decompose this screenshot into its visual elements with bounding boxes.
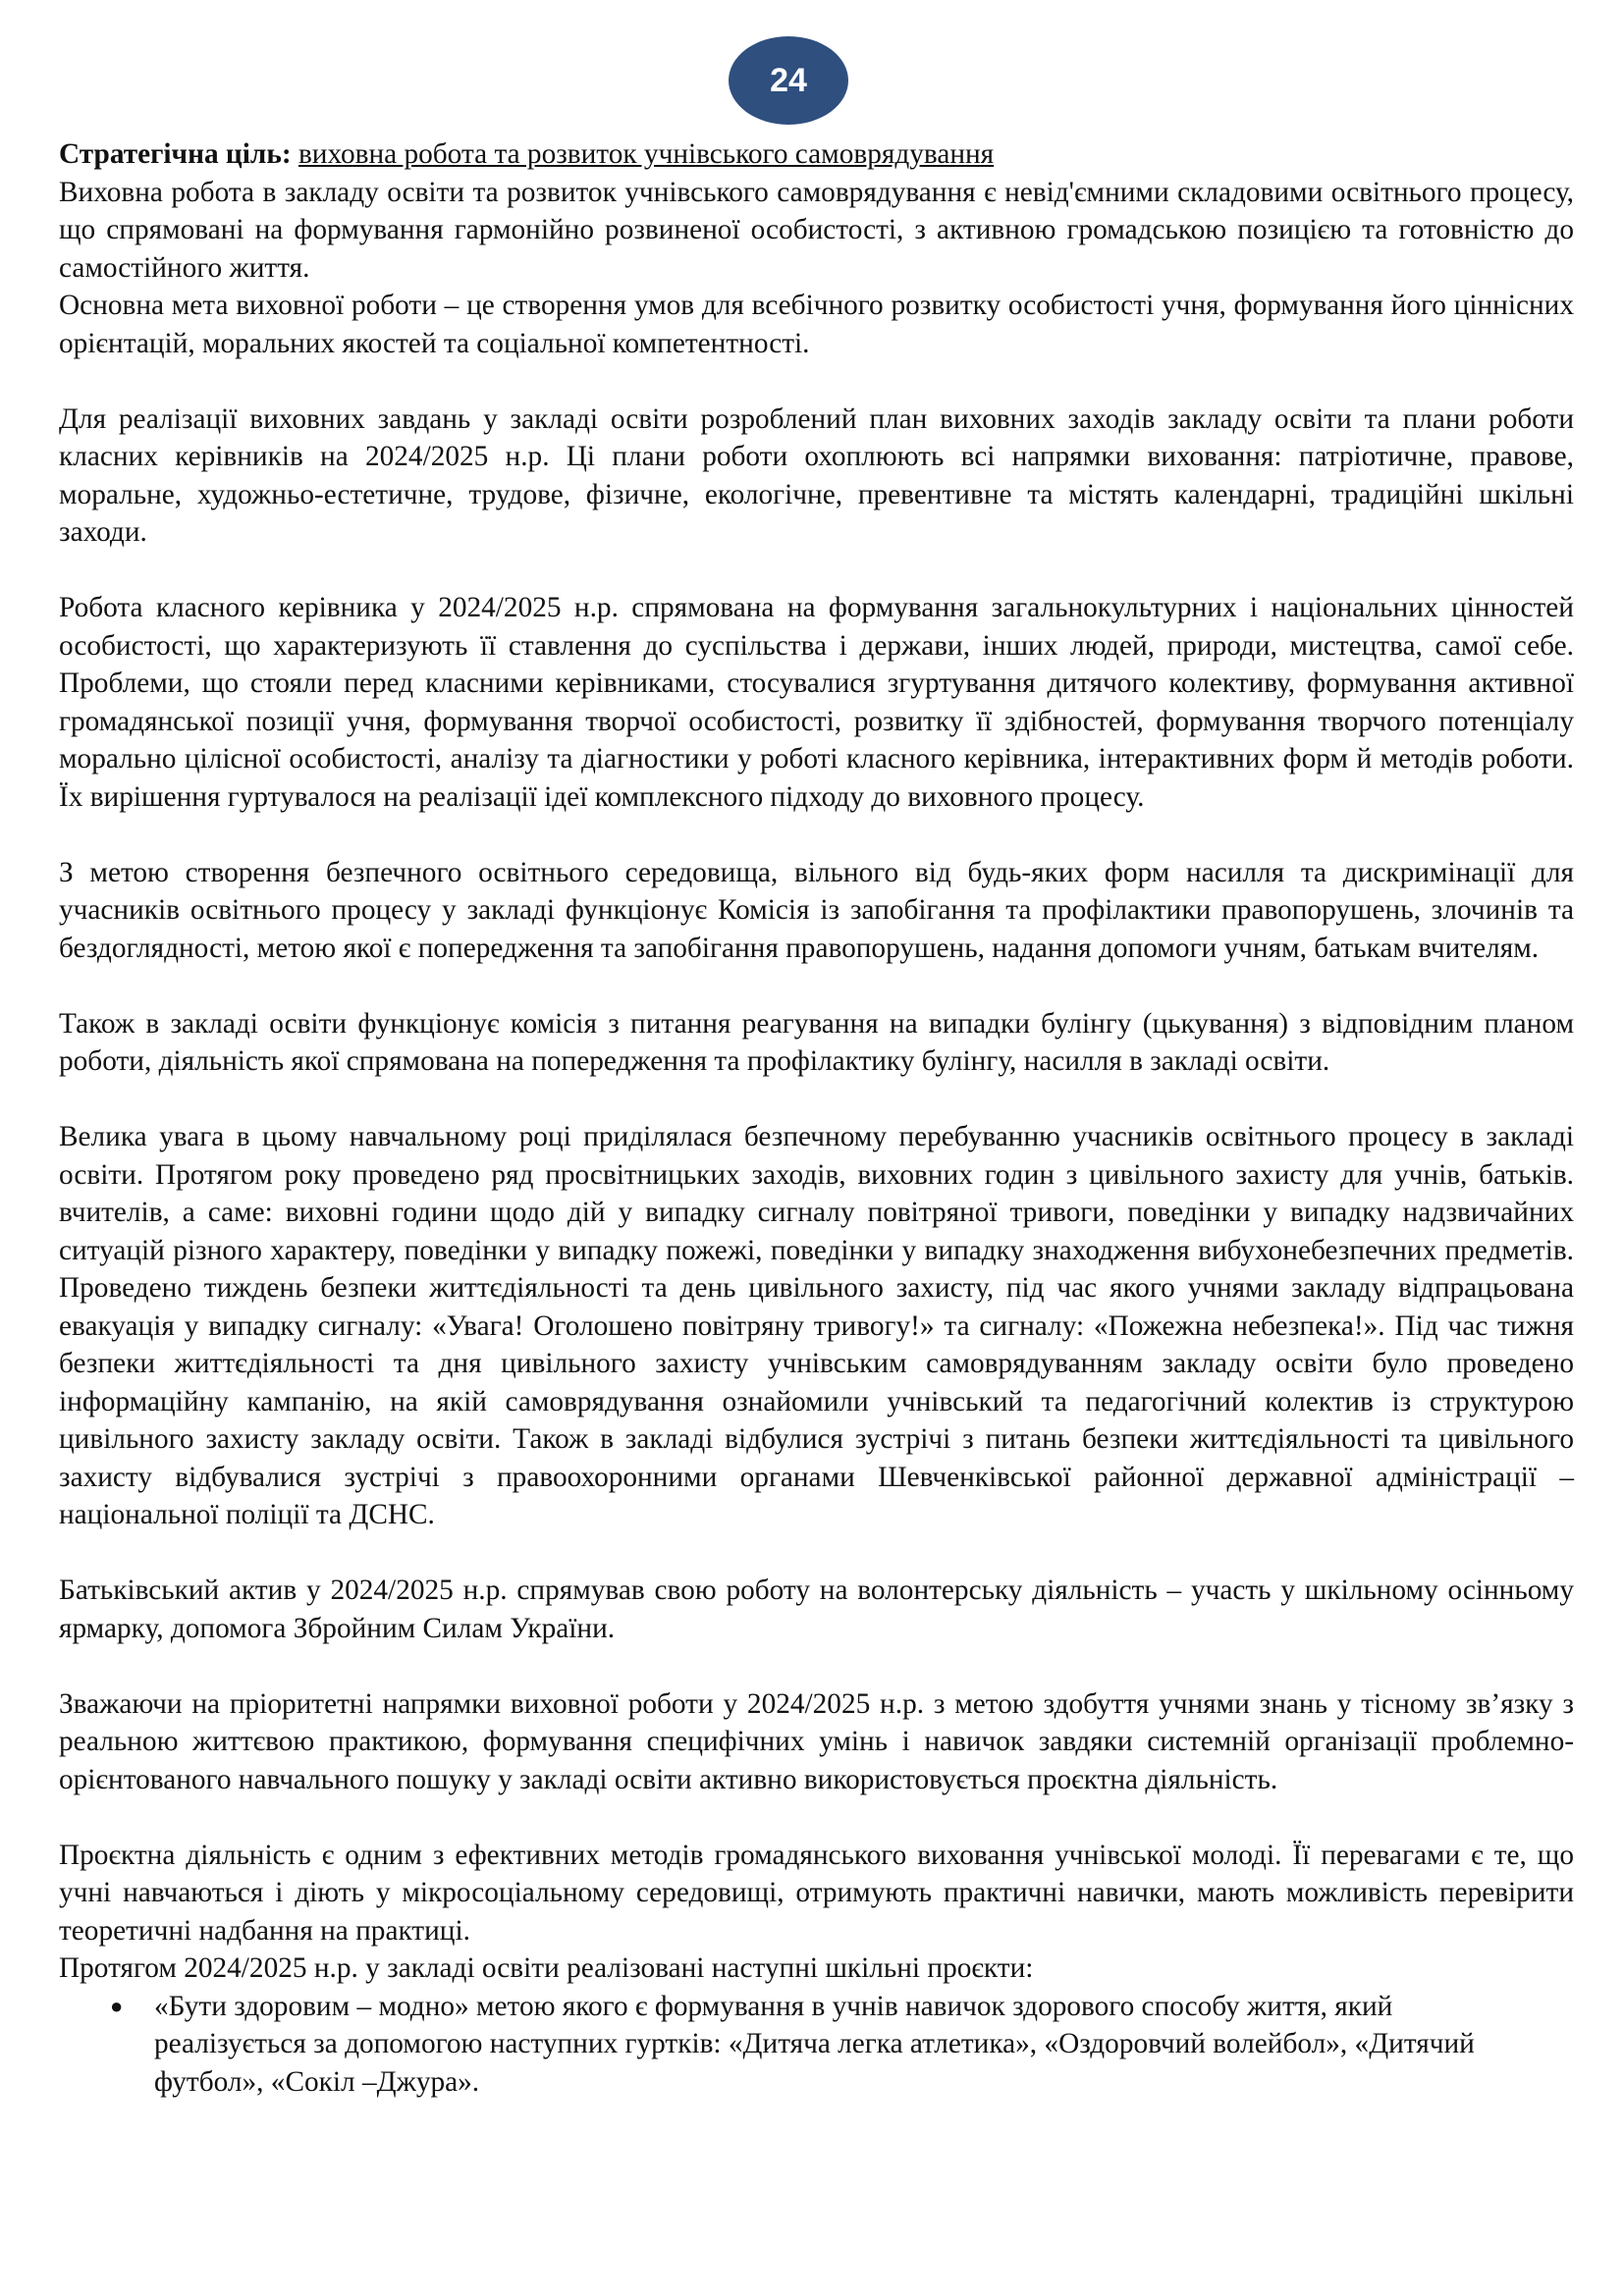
paragraph-4: Робота класного керівника у 2024/2025 н.р. спрямована на формування загальнокультурних і національних цінностей особистості, що характеризують її ставлення до суспільства і держави, інших людей, природи, мистецтва, самої себе. Проблеми, що стояли перед класними керівниками, стосувалися згуртування дитячого колективу, формування активної громадянської позиції учня, формування творчої особистості, розвитку її здібностей, формування творчого потенціалу морально цілісної особистості, аналізу та діагностики у роботі класного керівника, інтерактивних форм й методів роботи. Їх вирішення гуртувалося на реалізації ідеї комплексного підходу до виховного процесу. [59,592,1574,813]
list-item [59,1988,1574,2102]
heading-value: виховна робота та розвиток учнівського самоврядування [298,138,995,170]
paragraph-3: Для реалізації виховних завдань у закладі освіти розроблений план виховних заходів закладу освіти та плани роботи класних керівників на 2024/2025 н.р. Ці плани роботи охоплюють всі напрямки виховання: патріотичне, правове, моральне, художньо-естетичне, трудове, фізичне, екологічне, превентивне та містять календарні, традиційні шкільні заходи. [59,402,1574,548]
paragraph-5: З метою створення безпечного освітнього середовища, вільного від будь-яких форм насилля та дискримінації для учасників освітнього процесу у закладі функціонує Комісія із запобігання та профілактики правопорушень, злочинів та бездоглядності, метою якої є попередження та запобігання правопорушень, надання допомоги учням, батькам вчителям. [59,856,1574,964]
paragraph-1: Виховна робота в закладу освіти та розвиток учнівського самоврядування є невід'ємними складовими освітнього процесу, що спрямовані на формування гармонійно розвиненої особистості, з активною громадською позицією та готовністю до самостійного життя. [59,176,1574,284]
page-number-badge [729,36,848,125]
page-number: 24 [770,61,807,99]
paragraph-6: Також в закладі освіти функціонує комісія з питання реагування на випадки булінгу (цькування) з відповідним планом роботи, діяльність якої спрямована на попередження та профілактику булінгу, насилля в закладі освіти. [59,1007,1574,1077]
paragraph-7: Велика увага в цьому навчальному році приділялася безпечному перебуванню учасників освітнього процесу в закладі освіти. Протягом року проведено ряд просвітницьких заходів, виховних годин з цивільного захисту для учнів, батьків. вчителів, а саме: виховні години щодо дій у випадку сигналу повітряної тривоги, поведінки у випадку надзвичайних ситуацій різного характеру, поведінки у випадку пожежі, поведінки у випадку знаходження вибухонебезпечних предметів. Проведено тиждень безпеки життєдіяльності та день цивільного захисту, під час якого учнями закладу відпрацьована евакуація у випадку сигналу: «Увага! Оголошено повітряну тривогу!» та сигналу: «Пожежна небезпека!». Під час тижня безпеки життєдіяльності та дня цивільного захисту учнівським самоврядуванням закладу освіти було проведено інформаційну кампанію, на якій самоврядування ознайомили учнівський та педагогічний колектив із структурою цивільного захисту закладу освіти. Також в закладі відбулися зустрічі з питань безпеки життєдіяльності та цивільного захисту відбувалися зустрічі з правоохоронними органами Шевченківської районної державної адміністрації – національної поліції та ДСНС. [59,1121,1574,1530]
paragraph-8: Батьківський актив у 2024/2025 н.р. спрямував свою роботу на волонтерську діяльність – участь у шкільному осінньому ярмарку, допомога Збройним Силам України. [59,1575,1574,1644]
strategic-goal-heading [59,135,1574,174]
list-item-text: «Бути здоровим – модно» метою якого є формування в учнів навичок здорового способу життя, який реалізується за допомогою наступних гуртків: «Дитяча легка атлетика», «Оздоровчий волейбол», «Дитячий футбол», «Сокіл –Джура». [154,1990,1475,2098]
paragraph-10: Проєктна діяльність є одним з ефективних методів громадянського виховання учнівської молоді. Її перевагами є те, що учні навчаються і діють у мікросоціальному середовищі, отримують практичні навички, мають можливість перевірити теоретичні надбання на практиці. [59,1839,1574,1947]
paragraph-2: Основна мета виховної роботи – це створення умов для всебічного розвитку особистості учня, формування його ціннісних орієнтацій, моральних якостей та соціальної компетентності. [59,290,1574,359]
project-list [59,1988,1574,2102]
document-body [59,135,1574,2101]
paragraph-9: Зважаючи на пріоритетні напрямки виховної роботи у 2024/2025 н.р. з метою здобуття учнями знань у тісному зв’язку з реальною життєвою практикою, формування специфічних умінь і навичок завдяки системній організації проблемно-орієнтованого навчального пошуку у закладі освіти активно використовується проєктна діяльність. [59,1687,1574,1795]
heading-label: Стратегічна ціль: [59,138,292,170]
paragraph-11: Протягом 2024/2025 н.р. у закладі освіти реалізовані наступні шкільні проєкти: [59,1952,1034,1984]
bullet-icon: ● [110,1993,124,2018]
